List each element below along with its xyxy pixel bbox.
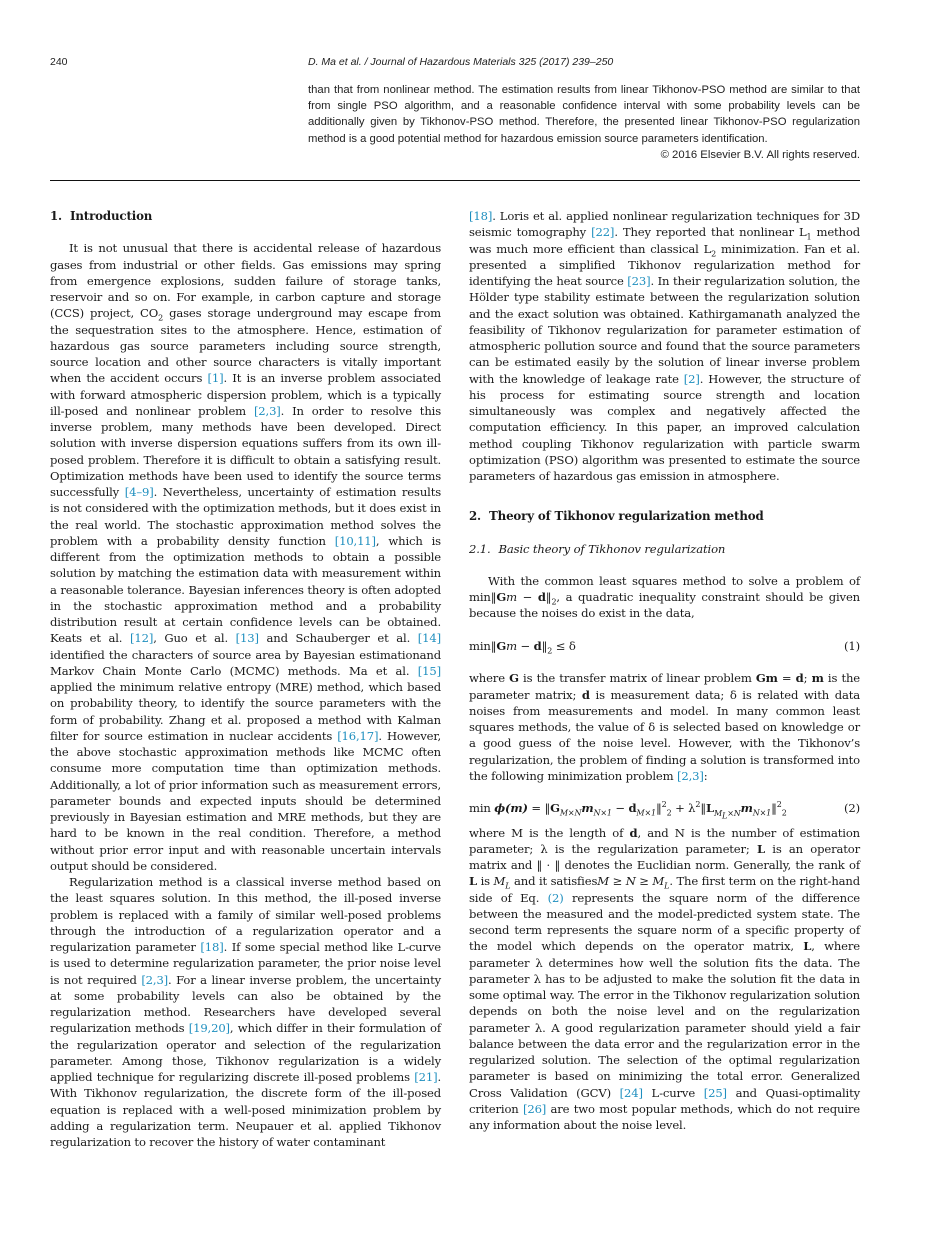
text: is the parameter matrix;: [469, 671, 860, 702]
text: . The first term on the right-hand side of Eq.: [469, 874, 860, 905]
citation-link[interactable]: [2,3]: [253, 403, 281, 418]
citation-link[interactable]: [12]: [130, 631, 154, 646]
text: . In order to resolve this inverse problem, many methods have been developed. Direct solution with inverse dispersion equations suffers from its own ill-posed problem. Therefore it is difficult to obtain a satisfying result. Optimization methods have been used to identify the source terms successfully: [50, 403, 441, 499]
section-1-heading: [50, 208, 441, 224]
theory-paragraph-2: [469, 670, 860, 784]
text: ;: [803, 671, 812, 686]
subscript: 2: [781, 808, 787, 818]
math-italic: m: [506, 590, 517, 604]
text: ‖: [655, 801, 662, 816]
equation-link[interactable]: (2): [547, 890, 564, 905]
text: , and N is the number of estimation parameter; λ is the regularization parameter;: [469, 825, 860, 856]
subscript: M×N: [559, 808, 582, 818]
citation-link[interactable]: [18]: [469, 209, 493, 223]
math-bold: L: [705, 801, 714, 816]
right-column: [469, 208, 860, 1133]
intro-paragraph-2-continued: [469, 208, 860, 484]
theory-paragraph-1: [469, 573, 860, 622]
math-bold: G: [509, 671, 519, 686]
text: With the common least squares method to solve a problem of min‖: [469, 573, 860, 604]
text: minimization. Fan et al. presented a simplified Tikhonov regularization method for identifying the heat source: [469, 241, 860, 288]
subscript: N×1: [752, 808, 772, 818]
text: where M is the length of: [469, 825, 630, 840]
subscript: [714, 808, 741, 821]
copyright: © 2016 Elsevier B.V. All rights reserved.: [660, 148, 860, 161]
page-number: 240: [50, 56, 68, 68]
text: M: [714, 808, 723, 818]
citation-link[interactable]: [26]: [522, 1101, 547, 1116]
math-bold: d: [628, 801, 637, 816]
subscript: N×1: [593, 808, 612, 818]
subscript: L: [722, 811, 728, 821]
text: ≤ δ: [552, 638, 576, 653]
text: −: [611, 801, 629, 816]
intro-paragraph-1: [50, 240, 441, 874]
citation-link[interactable]: [14]: [417, 631, 441, 646]
text: where: [469, 671, 510, 686]
left-column: [50, 208, 441, 1150]
subscript: 2: [158, 313, 164, 323]
text: ‖: [545, 590, 552, 604]
equation-body: [469, 638, 576, 654]
text: and it satisfies: [510, 874, 598, 889]
math-bold: (m): [505, 801, 528, 816]
text: :: [703, 768, 708, 783]
equation-2: [469, 800, 860, 821]
superscript: 2: [695, 800, 701, 810]
theory-paragraph-3: [469, 825, 860, 1134]
equation-number: (1): [844, 638, 860, 653]
text: . In their regularization solution, the Hölder type stability estimate between the regularization solution and the exact solution was obtained. Kathirgamanath analyzed the feasibility of Tikhonov regularization for parameter estimation of atmospheric pollution source and found that the source parameters can be estimated easily by the solution of linear inverse problem with the knowledge of leakage rate: [469, 274, 860, 386]
text: . If some special method like L-curve is used to determine regularization parameter, the prior noise level is not required: [50, 940, 442, 987]
subsection-number: 2.1.: [469, 541, 491, 556]
text: −: [516, 590, 538, 604]
section-title: Theory of Tikhonov regularization method: [489, 509, 764, 524]
text: ‖: [700, 801, 706, 816]
equation-1: [469, 638, 860, 654]
text: applied the minimum relative entropy (MRE) method, which based on probability theory, to identify the source parameters with the form of probability. Zhang et al. proposed a method with Kalman filter for source estimation in nuclear accidents: [50, 680, 441, 743]
text: = ‖: [527, 801, 551, 816]
citation-link[interactable]: [23]: [627, 274, 651, 288]
intro-paragraph-2: [50, 874, 441, 1150]
text: . For a linear inverse problem, the uncertainty at some probability levels can also be obtained by the regularization method. Researchers have developed several regularization methods: [50, 972, 441, 1036]
citation-link[interactable]: [4–9]: [124, 485, 154, 499]
text: and Schauberger et al.: [258, 631, 418, 646]
section-number: 2.: [469, 509, 482, 524]
subsection-2-1-heading: [469, 541, 860, 557]
subscript: 2: [547, 646, 553, 656]
text: are two most popular methods, which do not require any information about the noise level.: [469, 1101, 860, 1132]
text: gases storage underground may escape from the sequestration sites to the atmosphere. Hence, estimation of hazardous gas source parameters including source strength, source location and other source characters is vitally important when the accident occurs: [50, 306, 441, 386]
section-2-heading: [469, 508, 860, 524]
text: , where parameter λ determines how well the solution fits the data. The parameter λ has to be adjusted to make the solution fit the data in some optimal way. The error in the Tikhonov regularization solution depends on both the noise level and on the regularization parameter λ. A good regularization parameter should yield a fair balance between the data error and the regularization error in the regularized solution. The selection of the optimal regularization parameter is based on minimizing the total error. Generalized Cross Validation (GCV): [469, 939, 860, 1100]
text: . With Tikhonov regularization, the discrete form of the ill-posed equation is replaced with a well-posed minimization problem by adding a regularization term. Neupauer et al. applied Tikhonov regularization to recover the history of water contaminant: [50, 1070, 441, 1149]
superscript: 2: [776, 800, 782, 810]
citation-link[interactable]: [2]: [683, 371, 700, 386]
text: , which is different from the optimization methods to obtain a possible solution by matching the estimation data with measurement within a reasonable tolerance. Bayesian inferences theory is often adopted in the stochastic approximation method and a probability distribution result at certain confidence levels can be obtained. Keats et al.: [50, 533, 441, 646]
text: method was much more efficient than classical L: [469, 225, 860, 256]
text: . Nevertheless, uncertainty of estimation results is not considered with the optimization methods, but it does exist in the real world. The stochastic approximation method solves the problem with a probability density function: [50, 485, 441, 548]
text: . However, the structure of his process for estimating source strength and location simultaneously was complex and negatively affected the computation efficiency. In this paper, an improved calculation method coupling Tikhonov regularization with particle swarm optimization (PSO) algorithm was presented to estimate the source parameters of hazardous gas emission in atmosphere.: [469, 371, 861, 483]
math-bold: d: [629, 825, 638, 840]
text: + λ: [671, 801, 696, 816]
citation-link[interactable]: [1]: [207, 371, 224, 386]
abstract-tail: [308, 82, 860, 163]
text: −: [516, 638, 534, 653]
text: is: [477, 874, 494, 889]
math-bold: d: [581, 687, 590, 702]
citation-link[interactable]: [15]: [417, 663, 441, 678]
text: ‖: [541, 638, 548, 653]
subscript: 2: [711, 248, 717, 258]
subscript: 2: [666, 808, 672, 818]
math-italic: M: [493, 874, 506, 889]
citation-link[interactable]: [18]: [200, 940, 224, 954]
citation-link[interactable]: [2,3]: [141, 972, 169, 987]
math-italic: m: [506, 638, 517, 653]
citation-link[interactable]: [21]: [414, 1070, 438, 1084]
equation-body: [469, 800, 787, 821]
text: is the transfer matrix of linear problem: [518, 671, 756, 686]
subscript: 1: [806, 232, 812, 242]
subscript: M×1: [636, 808, 656, 818]
text: min‖: [469, 638, 497, 653]
math-bold: Gm: [755, 671, 778, 686]
math-bold: G: [496, 590, 507, 604]
text: . They reported that nonlinear L: [614, 225, 807, 240]
math-bold: L: [803, 939, 812, 954]
math-bold: d: [533, 638, 542, 653]
text: is an operator matrix and ‖ · ‖ denotes the Euclidian norm. Generally, the rank of: [469, 841, 860, 872]
citation-link[interactable]: [22]: [591, 225, 615, 240]
citation-link[interactable]: [16,17]: [337, 728, 379, 743]
running-head: D. Ma et al. / Journal of Hazardous Materials 325 (2017) 239–250: [308, 56, 614, 68]
math-bold: d: [537, 590, 546, 604]
text: ×N: [727, 808, 741, 818]
section-number: 1.: [50, 209, 63, 223]
text: ‖: [771, 801, 777, 816]
math-bold: d: [795, 671, 804, 686]
superscript: 2: [661, 800, 667, 810]
math-bold: L: [469, 874, 478, 889]
math-italic: M ≥ N ≥ M: [597, 874, 665, 889]
math-bold: m: [740, 801, 753, 816]
citation-link[interactable]: [19,20]: [188, 1021, 230, 1036]
citation-link[interactable]: [2,3]: [677, 768, 704, 783]
text: L-curve: [642, 1085, 704, 1100]
text: , which differ in their formulation of the regularization operator and selection of the regularization parameter. Among those, Tikhonov regularization is a widely applied technique for regularizing discrete ill-posed problems: [50, 1021, 442, 1084]
text: =: [777, 671, 796, 686]
abstract-text: than that from nonlinear method. The estimation results from linear Tikhonov-PSO method are similar to that from single PSO algorithm, and a reasonable confidence interval with some probability levels can be additionally given by Tikhonov-PSO method. Therefore, the presented linear Tikhonov-PSO regularization method is a good potential method for hazardous emission source parameters identification.: [308, 84, 860, 145]
math-bold: L: [756, 841, 765, 856]
citation-link[interactable]: [13]: [235, 631, 259, 646]
math-bold: G: [496, 638, 507, 653]
math-bold: ϕ: [494, 801, 506, 816]
text: represents the square norm of the difference between the measured and the model-predicted system state. The second term represents the square norm of a specific property of the model which depends on the operator matrix,: [469, 890, 861, 954]
subscript: 2: [551, 597, 557, 607]
text: Regularization method is a classical inverse method based on the least squares solution. In this method, the ill-posed inverse problem is replaced with a family of similar well-posed problems through the introduction of a regularization operator and a regularization parameter: [50, 875, 441, 954]
text: identified the characters of source area by Bayesian estimationand Markov Chain Monte Carlo (MCMC) methods. Ma et al.: [50, 647, 441, 678]
text: It is not unusual that there is accidental release of hazardous gases from industrial or other fields. Gas emissions may spring from emergence explosions, sudden failure of storage tanks, reservoir and so on. For example, in carbon capture and storage (CCS) project, CO: [50, 241, 441, 321]
citation-link[interactable]: [24]: [619, 1085, 643, 1100]
text: min: [469, 801, 495, 816]
equation-number: (2): [844, 801, 860, 816]
text: . However, the above stochastic approximation methods like MCMC often consume more computation time than optimization methods. Additionally, a lot of prior information such as measurement errors, parameter bounds and expected inputs should be determined previously in Bayesian estimation and MRE methods, but they are hard to be known in the real condition. Therefore, a method without prior error input and with reasonable uncertain intervals output should be considered.: [50, 728, 441, 873]
subscript: L: [664, 881, 670, 891]
text: , a quadratic inequality constraint should be given because the noises do exist in the data,: [469, 590, 860, 621]
citation-link[interactable]: [10,11]: [334, 533, 376, 548]
text: . Loris et al. applied nonlinear regularization techniques for 3D seismic tomography: [469, 209, 860, 240]
math-bold: m: [811, 671, 824, 686]
text: . It is an inverse problem associated with forward atmospheric dispersion problem, which is a typically ill-posed and nonlinear problem: [50, 371, 441, 418]
text: and Quasi-optimality criterion: [469, 1085, 860, 1116]
subsection-title: Basic theory of Tikhonov regularization: [498, 541, 726, 556]
text: is measurement data; δ is related with data noises from measurements and model. In many common least squares methods, the value of δ is selected based on knowledge or a good guess of the noise level. However, with the Tikhonov’s regularization, the problem of finding a solution is transformed into the following minimization problem: [469, 687, 861, 783]
citation-link[interactable]: [25]: [703, 1085, 727, 1100]
subscript: L: [505, 881, 511, 891]
text: , Guo et al.: [153, 631, 236, 646]
math-bold: m: [581, 801, 594, 816]
math-bold: G: [550, 801, 560, 816]
header-divider: [50, 180, 860, 181]
section-title: Introduction: [70, 209, 153, 223]
